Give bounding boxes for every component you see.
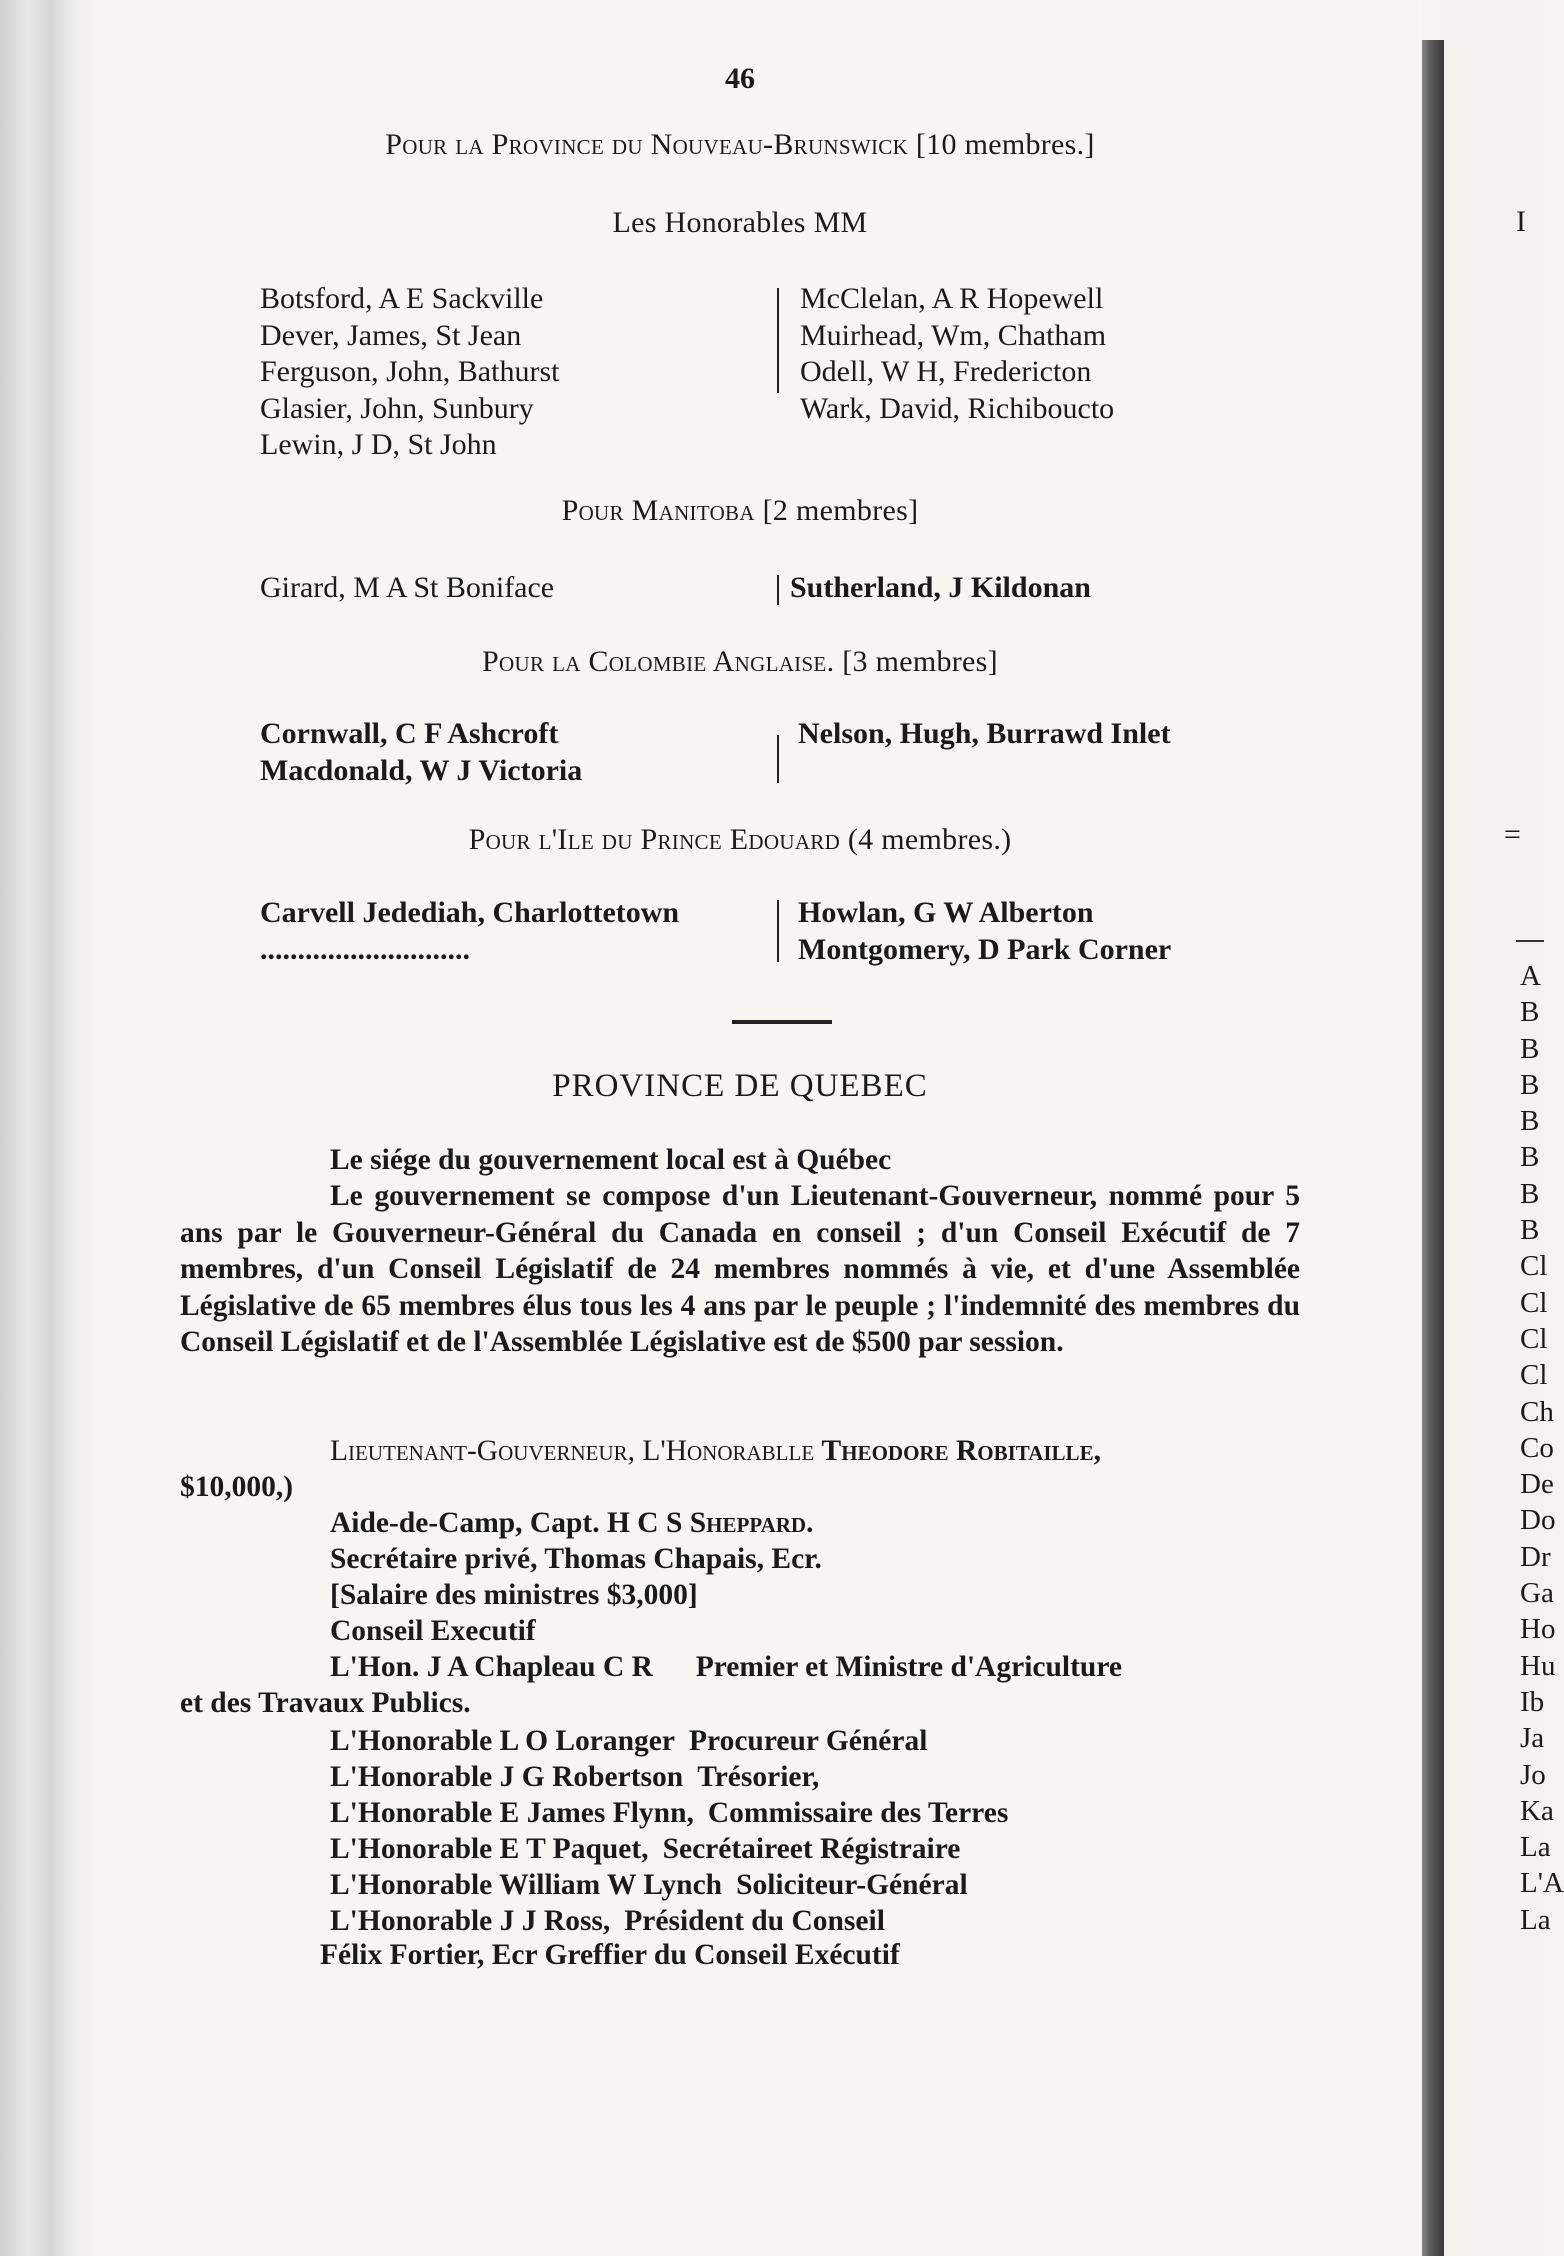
lieutenant-governor-line xyxy=(330,1435,1300,1468)
right-page-letter: B xyxy=(1520,1032,1540,1065)
right-page-letter: Do xyxy=(1520,1504,1556,1537)
book-binding-edge xyxy=(0,0,92,2256)
member-entry: Dever, James, St Jean xyxy=(260,318,522,352)
member-entry: Cornwall, C F Ashcroft xyxy=(260,717,559,750)
nb-right-list xyxy=(800,281,1114,427)
pei-right-list xyxy=(798,895,1171,968)
colombie-heading-prefix: Pour la Colombie Anglaise. xyxy=(482,645,835,678)
manitoba-heading-prefix: Pour Manitoba xyxy=(561,494,755,527)
pei-heading-prefix: Pour l'Ile du Prince Edouard xyxy=(468,823,841,856)
minister-name: L'Honorable J J Ross, xyxy=(330,1905,611,1937)
conseil-executif-line: Conseil Executif xyxy=(330,1615,536,1647)
member-entry: Nelson, Hugh, Burrawd Inlet xyxy=(798,717,1171,750)
lg-salary: $10,000,) xyxy=(180,1471,294,1503)
right-page-letter: Cl xyxy=(1520,1322,1548,1355)
manitoba-heading xyxy=(180,494,1300,528)
member-entry: Lewin, J D, St John xyxy=(260,428,497,461)
right-page-letter: La xyxy=(1520,1903,1551,1936)
member-entry: Girard, M A St Boniface xyxy=(260,571,555,604)
minister-name: L'Honorable E T Paquet, xyxy=(330,1833,649,1865)
minister-role: Commissaire des Terres xyxy=(707,1797,1009,1829)
right-page-top-letter: I xyxy=(1516,205,1526,238)
right-page-dash: = xyxy=(1504,818,1521,851)
minister-name: L'Honorable L O Loranger xyxy=(330,1725,675,1757)
minister-name: L'Honorable J G Robertson xyxy=(330,1761,684,1793)
nb-heading-suffix: [10 membres.] xyxy=(915,128,1095,161)
section-rule xyxy=(732,1020,832,1024)
right-page-letters xyxy=(1520,958,1564,1938)
minister-role: Soliciteur-Général xyxy=(736,1869,968,1901)
right-page-letter: Ka xyxy=(1520,1794,1554,1827)
right-page-letter: Cl xyxy=(1520,1286,1548,1319)
pei-column-divider xyxy=(777,900,779,962)
right-page-letter: A xyxy=(1520,960,1541,992)
minister-row xyxy=(330,1759,1008,1795)
minister-role: Procureur Général xyxy=(689,1725,928,1757)
minister-row xyxy=(330,1867,1008,1903)
member-entry: Howlan, G W Alberton xyxy=(798,896,1094,929)
greffier-line: Félix Fortier, Ecr Greffier du Conseil Exécutif xyxy=(320,1939,900,1971)
member-entry: Ferguson, John, Bathurst xyxy=(260,355,560,388)
right-page-letter: Hu xyxy=(1520,1649,1556,1682)
minister-row xyxy=(330,1723,1008,1759)
member-entry: McClelan, A R Hopewell xyxy=(800,282,1104,315)
right-page-letter: Jo xyxy=(1520,1758,1546,1791)
minister-row xyxy=(330,1795,1008,1831)
manitoba-heading-suffix: [2 membres] xyxy=(762,494,919,527)
member-entry: Macdonald, W J Victoria xyxy=(260,753,583,787)
minister-name: L'Honorable E James Flynn, xyxy=(330,1797,694,1829)
colombie-heading xyxy=(180,645,1300,679)
nb-subheading: Les Honorables MM xyxy=(612,206,868,239)
right-page-letter: Cl xyxy=(1520,1250,1548,1283)
right-page-fragment xyxy=(1444,0,1564,2256)
chapleau-name: L'Hon. J A Chapleau C R xyxy=(330,1651,653,1683)
right-page-letter: B xyxy=(1520,1105,1540,1138)
pei-heading xyxy=(180,823,1300,857)
lg-name: Theodore Robitaille, xyxy=(821,1435,1101,1467)
quebec-title: PROVINCE DE QUEBEC xyxy=(552,1068,928,1104)
quebec-government-paragraph: Le gouvernement se compose d'un Lieutenant-Gouverneur, nommé pour 5 ans par le Gouverneur-Général du Canada en conseil ; d'un Conseil Exécutif de 7 membres, d'un Conseil Législatif de 24 membres nommés à vie, et d'une Assemblée Législative de 65 membres élus tous les 4 ans par le peuple ; l'indemnité des membres du Conseil Législatif et de l'Assemblée Législative est de $500 par session. xyxy=(180,1180,1300,1358)
colombie-right-list xyxy=(798,716,1171,753)
right-page-letter: De xyxy=(1520,1468,1554,1501)
minister-role: Président du Conseil xyxy=(624,1905,885,1937)
member-entry: ............................ xyxy=(260,932,470,966)
ministers-list xyxy=(330,1723,1008,1939)
page-number: 46 xyxy=(725,62,755,95)
right-page-rule xyxy=(1516,940,1544,942)
right-page-letter: B xyxy=(1520,1068,1540,1101)
quebec-seat-paragraph: Le siége du gouvernement local est à Québec xyxy=(330,1144,892,1176)
member-entry: Odell, W H, Fredericton xyxy=(800,355,1092,388)
right-page-letter: Dr xyxy=(1520,1540,1551,1573)
minister-name: L'Honorable William W Lynch xyxy=(330,1869,723,1901)
manitoba-column-divider xyxy=(777,575,779,605)
lg-label: Lieutenant-Gouverneur, L'Honorablle xyxy=(330,1435,815,1467)
book-gutter xyxy=(1422,40,1444,2256)
colombie-heading-suffix: [3 membres] xyxy=(842,645,998,678)
pei-heading-suffix: (4 membres.) xyxy=(847,823,1012,856)
pei-left-list xyxy=(260,895,679,968)
nb-heading-prefix: Pour la Province du Nouveau-Brunswick xyxy=(385,128,909,161)
right-page-letter: Ch xyxy=(1520,1395,1554,1428)
nb-column-divider xyxy=(777,288,779,393)
manitoba-left-list xyxy=(260,570,554,607)
chapleau-role-continued: et des Travaux Publics. xyxy=(180,1687,471,1719)
chapleau-line xyxy=(330,1651,1122,1684)
right-page-letter: Ib xyxy=(1520,1685,1545,1718)
right-page-letter: La xyxy=(1520,1831,1551,1864)
manitoba-right-list xyxy=(790,570,1091,607)
aide-name: Sheppard. xyxy=(689,1507,814,1539)
nb-heading xyxy=(180,128,1300,162)
right-page-letter: Ga xyxy=(1520,1577,1554,1610)
member-entry: Montgomery, D Park Corner xyxy=(798,932,1172,966)
chapleau-role: Premier et Ministre d'Agriculture xyxy=(695,1651,1122,1683)
right-page-letter: B xyxy=(1520,1214,1540,1247)
aide-label: Aide-de-Camp, Capt. H C S xyxy=(330,1507,683,1539)
right-page-letter: Ho xyxy=(1520,1613,1556,1646)
right-page-letter: B xyxy=(1520,1141,1540,1174)
member-entry: Botsford, A E Sackville xyxy=(260,282,544,315)
right-page-letter: L'A xyxy=(1520,1867,1564,1900)
right-page-letter: Co xyxy=(1520,1431,1554,1464)
minister-row xyxy=(330,1831,1008,1867)
colombie-column-divider xyxy=(777,735,779,783)
salaire-line: [Salaire des ministres $3,000] xyxy=(330,1579,698,1611)
member-entry: Glasier, John, Sunbury xyxy=(260,391,534,425)
member-entry: Sutherland, J Kildonan xyxy=(790,571,1091,604)
colombie-left-list xyxy=(260,716,582,789)
secretaire-line: Secrétaire privé, Thomas Chapais, Ecr. xyxy=(330,1543,822,1575)
right-page-letter: B xyxy=(1520,1177,1540,1210)
right-page-letter: B xyxy=(1520,996,1540,1029)
member-entry: Wark, David, Richibouctо xyxy=(800,391,1115,425)
minister-role: Secrétaireet Régistraire xyxy=(662,1833,961,1865)
minister-row xyxy=(330,1903,1008,1939)
minister-role: Trésorier, xyxy=(697,1761,820,1793)
right-page-letter: Ja xyxy=(1520,1722,1545,1755)
member-entry: Carvell Jedediah, Charlottetown xyxy=(260,896,680,929)
right-page-letter: Cl xyxy=(1520,1359,1548,1392)
nb-left-list xyxy=(260,281,559,464)
member-entry: Muirhead, Wm, Chatham xyxy=(800,318,1107,352)
aide-de-camp-line xyxy=(330,1507,813,1540)
